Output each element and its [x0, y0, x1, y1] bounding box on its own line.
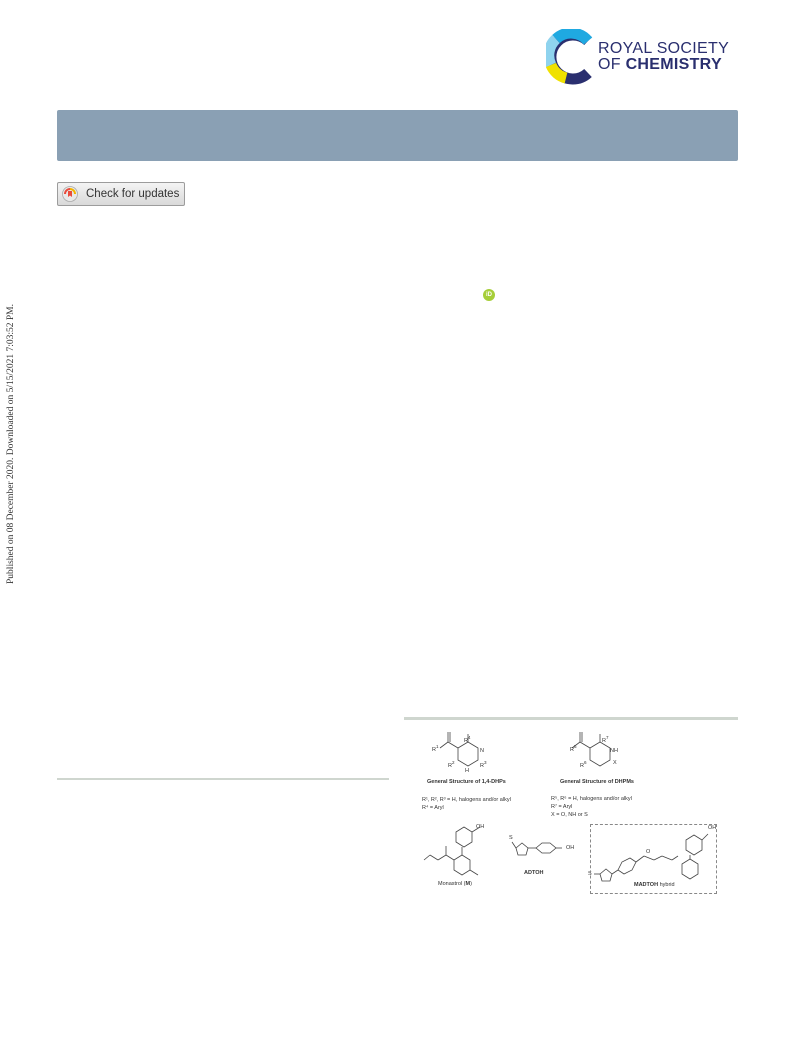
published-note-text: Published on 08 December 2020. Downloaded on 5/15/2021 7:03:52 PM. — [6, 304, 16, 584]
madtoh-s: S — [588, 871, 592, 877]
madtoh-o: O — [646, 849, 651, 855]
dhpm-title: General Structure of DHPMs — [560, 779, 634, 785]
published-note — [0, 288, 22, 600]
label-r4: $R^4$ — [464, 735, 471, 744]
footnote-divider — [57, 778, 389, 780]
orcid-icon[interactable] — [483, 289, 495, 301]
adtoh-label: ADTOH — [524, 870, 544, 876]
adtoh-oh: OH — [566, 845, 575, 851]
madtoh-oh: OH — [708, 825, 717, 831]
orcid-label: iD — [486, 292, 492, 298]
dhpm-desc-1: R⁵, R⁶ = H, halogens and/or alkyl — [551, 796, 632, 802]
rsc-logo[interactable] — [546, 29, 746, 87]
dhp-structure — [440, 732, 478, 766]
label-x: X — [613, 760, 617, 766]
logo-line-2: OF CHEMISTRY — [598, 56, 722, 73]
label-r7: $R^7$ — [602, 735, 609, 744]
dhp-desc-2: R⁴ = Aryl — [422, 805, 444, 811]
dhp-desc-1: R¹, R², R³ = H, halogens and/or alkyl — [422, 797, 511, 803]
label-r1: $R^1$ — [432, 744, 439, 753]
label-n: N — [480, 748, 484, 754]
label-r2: $R^2$ — [448, 760, 455, 769]
adtoh-structure — [512, 842, 562, 855]
rsc-logo-mark — [546, 29, 596, 85]
dhp-title: General Structure of 1,4-DHPs — [427, 779, 506, 785]
dhpm-desc-3: X = O, NH or S — [551, 812, 588, 818]
label-r5: $R^5$ — [570, 744, 577, 753]
check-for-updates-button[interactable] — [57, 182, 185, 206]
label-h: H — [465, 768, 469, 774]
article-type-banner — [57, 110, 738, 161]
monastrol-structure — [424, 827, 480, 875]
dhpm-desc-2: R⁷ = Aryl — [551, 804, 573, 810]
monastrol-label: Monastrol (M) — [438, 881, 472, 887]
label-r6: $R^6$ — [580, 760, 587, 769]
scheme-figure — [410, 724, 730, 899]
figure-top-rule — [404, 717, 738, 720]
check-for-updates-label: Check for updates — [86, 188, 180, 200]
adtoh-s: S — [509, 835, 513, 841]
label-r3: $R^3$ — [480, 760, 487, 769]
madtoh-label: MADTOH hybrid — [634, 882, 675, 888]
monastrol-oh: OH — [476, 824, 485, 830]
label-nh: NH — [610, 748, 618, 754]
bookmark-icon — [62, 186, 78, 202]
logo-line-1: ROYAL SOCIETY — [598, 40, 730, 57]
